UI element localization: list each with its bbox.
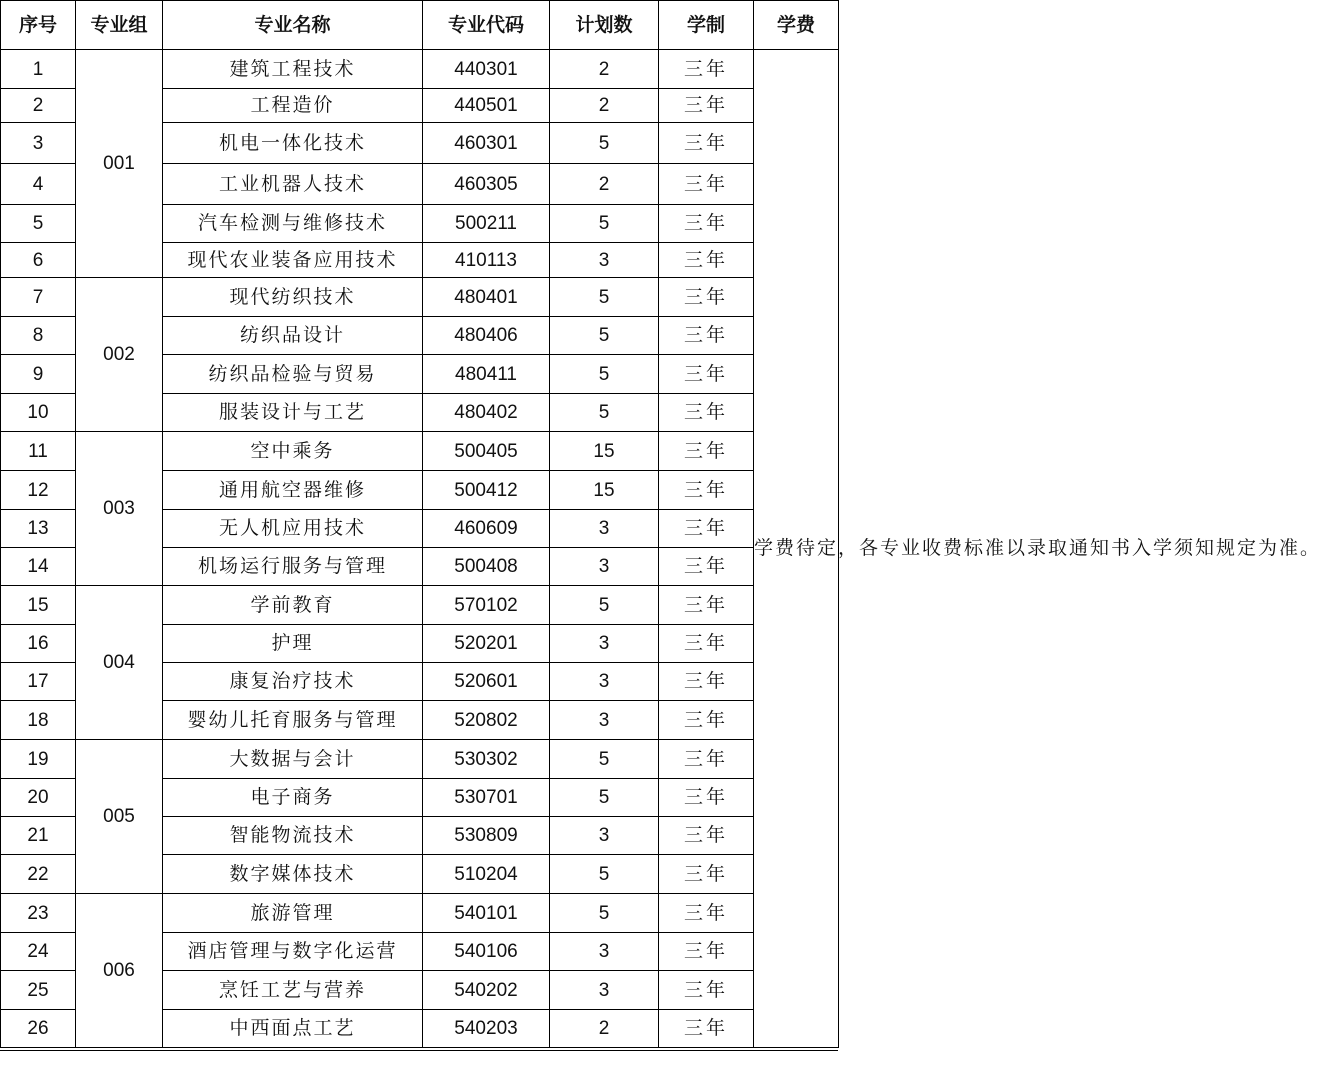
cell-code: 480411 xyxy=(423,355,550,394)
cell-system: 三年 xyxy=(659,205,754,243)
cell-code: 510204 xyxy=(423,855,550,894)
cell-name: 中西面点工艺 xyxy=(163,1010,423,1048)
cell-index: 4 xyxy=(1,164,76,205)
cell-plan: 3 xyxy=(550,663,659,701)
cell-name: 智能物流技术 xyxy=(163,817,423,855)
cell-system: 三年 xyxy=(659,471,754,510)
cell-name: 机场运行服务与管理 xyxy=(163,548,423,586)
cell-plan: 5 xyxy=(550,779,659,817)
cell-name: 酒店管理与数字化运营 xyxy=(163,933,423,971)
cell-index: 11 xyxy=(1,432,76,471)
cell-code: 520601 xyxy=(423,663,550,701)
cell-name: 纺织品设计 xyxy=(163,317,423,355)
cell-plan: 5 xyxy=(550,855,659,894)
cell-system: 三年 xyxy=(659,586,754,625)
cell-index: 17 xyxy=(1,663,76,701)
cell-index: 10 xyxy=(1,394,76,432)
cell-plan: 5 xyxy=(550,586,659,625)
cell-code: 500211 xyxy=(423,205,550,243)
cell-code: 520201 xyxy=(423,625,550,663)
cell-name: 通用航空器维修 xyxy=(163,471,423,510)
cell-system: 三年 xyxy=(659,779,754,817)
header-index: 序号 xyxy=(1,1,76,50)
cell-code: 500412 xyxy=(423,471,550,510)
header-code: 专业代码 xyxy=(423,1,550,50)
table-row xyxy=(1,894,839,933)
cell-plan: 5 xyxy=(550,123,659,164)
cell-name: 服装设计与工艺 xyxy=(163,394,423,432)
cell-name: 康复治疗技术 xyxy=(163,663,423,701)
cell-index: 1 xyxy=(1,50,76,89)
cell-index: 16 xyxy=(1,625,76,663)
cell-plan: 2 xyxy=(550,89,659,123)
cell-plan: 3 xyxy=(550,625,659,663)
cell-group: 002 xyxy=(76,278,163,432)
cell-plan: 5 xyxy=(550,740,659,779)
cell-system: 三年 xyxy=(659,1010,754,1048)
cell-name: 现代农业装备应用技术 xyxy=(163,243,423,278)
cell-system: 三年 xyxy=(659,510,754,548)
cell-name: 工业机器人技术 xyxy=(163,164,423,205)
cell-system: 三年 xyxy=(659,432,754,471)
table-row xyxy=(1,50,839,89)
cell-system: 三年 xyxy=(659,663,754,701)
cell-index: 13 xyxy=(1,510,76,548)
cell-code: 480406 xyxy=(423,317,550,355)
cell-plan: 5 xyxy=(550,394,659,432)
cell-system: 三年 xyxy=(659,548,754,586)
cell-index: 2 xyxy=(1,89,76,123)
cell-plan: 2 xyxy=(550,164,659,205)
cell-system: 三年 xyxy=(659,243,754,278)
cell-index: 7 xyxy=(1,278,76,317)
cell-index: 9 xyxy=(1,355,76,394)
cell-code: 480402 xyxy=(423,394,550,432)
cell-system: 三年 xyxy=(659,817,754,855)
cell-code: 570102 xyxy=(423,586,550,625)
cell-group: 006 xyxy=(76,894,163,1048)
cell-system: 三年 xyxy=(659,50,754,89)
cell-fee-note: 学费待定，各专业收费标准以录取通知书入学须知规定为准。 xyxy=(754,50,839,1048)
cell-plan: 5 xyxy=(550,278,659,317)
cell-code: 530809 xyxy=(423,817,550,855)
cell-index: 14 xyxy=(1,548,76,586)
cell-plan: 3 xyxy=(550,701,659,740)
cell-system: 三年 xyxy=(659,355,754,394)
cell-code: 460305 xyxy=(423,164,550,205)
cell-name: 电子商务 xyxy=(163,779,423,817)
cell-plan: 15 xyxy=(550,432,659,471)
table-row xyxy=(1,740,839,779)
table-row xyxy=(1,586,839,625)
cell-name: 学前教育 xyxy=(163,586,423,625)
cell-code: 410113 xyxy=(423,243,550,278)
cell-index: 6 xyxy=(1,243,76,278)
cell-system: 三年 xyxy=(659,164,754,205)
cell-index: 5 xyxy=(1,205,76,243)
cell-code: 540106 xyxy=(423,933,550,971)
cell-system: 三年 xyxy=(659,317,754,355)
cell-plan: 5 xyxy=(550,355,659,394)
table-row xyxy=(1,278,839,317)
cell-index: 24 xyxy=(1,933,76,971)
header-group: 专业组 xyxy=(76,1,163,50)
cell-plan: 3 xyxy=(550,548,659,586)
cell-name: 机电一体化技术 xyxy=(163,123,423,164)
cell-plan: 3 xyxy=(550,243,659,278)
cell-index: 20 xyxy=(1,779,76,817)
cell-code: 440501 xyxy=(423,89,550,123)
cell-system: 三年 xyxy=(659,971,754,1010)
cell-plan: 5 xyxy=(550,317,659,355)
cell-plan: 3 xyxy=(550,933,659,971)
cell-system: 三年 xyxy=(659,933,754,971)
table-body xyxy=(1,50,1321,1048)
cell-code: 460609 xyxy=(423,510,550,548)
cell-name: 旅游管理 xyxy=(163,894,423,933)
bottom-rule xyxy=(0,1050,838,1051)
cell-name: 烹饪工艺与营养 xyxy=(163,971,423,1010)
cell-code: 530701 xyxy=(423,779,550,817)
cell-code: 540101 xyxy=(423,894,550,933)
cell-plan: 3 xyxy=(550,510,659,548)
cell-index: 3 xyxy=(1,123,76,164)
cell-code: 530302 xyxy=(423,740,550,779)
cell-index: 8 xyxy=(1,317,76,355)
cell-code: 480401 xyxy=(423,278,550,317)
cell-system: 三年 xyxy=(659,625,754,663)
cell-code: 540203 xyxy=(423,1010,550,1048)
cell-index: 18 xyxy=(1,701,76,740)
cell-index: 12 xyxy=(1,471,76,510)
table-row xyxy=(1,432,839,471)
cell-plan: 2 xyxy=(550,1010,659,1048)
cell-group: 004 xyxy=(76,586,163,740)
cell-code: 540202 xyxy=(423,971,550,1010)
cell-name: 工程造价 xyxy=(163,89,423,123)
cell-system: 三年 xyxy=(659,855,754,894)
cell-plan: 5 xyxy=(550,205,659,243)
cell-name: 空中乘务 xyxy=(163,432,423,471)
header-row xyxy=(1,1,839,50)
cell-name: 婴幼儿托育服务与管理 xyxy=(163,701,423,740)
cell-group: 001 xyxy=(76,50,163,278)
cell-system: 三年 xyxy=(659,123,754,164)
cell-index: 19 xyxy=(1,740,76,779)
cell-name: 现代纺织技术 xyxy=(163,278,423,317)
cell-index: 23 xyxy=(1,894,76,933)
header-name: 专业名称 xyxy=(163,1,423,50)
cell-system: 三年 xyxy=(659,701,754,740)
cell-name: 汽车检测与维修技术 xyxy=(163,205,423,243)
cell-system: 三年 xyxy=(659,89,754,123)
cell-plan: 3 xyxy=(550,971,659,1010)
cell-name: 纺织品检验与贸易 xyxy=(163,355,423,394)
cell-index: 22 xyxy=(1,855,76,894)
cell-group: 003 xyxy=(76,432,163,586)
cell-code: 440301 xyxy=(423,50,550,89)
cell-name: 建筑工程技术 xyxy=(163,50,423,89)
cell-plan: 3 xyxy=(550,817,659,855)
header-plan: 计划数 xyxy=(550,1,659,50)
cell-name: 无人机应用技术 xyxy=(163,510,423,548)
cell-index: 21 xyxy=(1,817,76,855)
cell-code: 460301 xyxy=(423,123,550,164)
cell-index: 25 xyxy=(1,971,76,1010)
header-fee: 学费 xyxy=(754,1,839,50)
cell-name: 护理 xyxy=(163,625,423,663)
cell-index: 15 xyxy=(1,586,76,625)
cell-system: 三年 xyxy=(659,740,754,779)
cell-code: 500408 xyxy=(423,548,550,586)
cell-code: 520802 xyxy=(423,701,550,740)
cell-system: 三年 xyxy=(659,278,754,317)
cell-index: 26 xyxy=(1,1010,76,1048)
cell-plan: 2 xyxy=(550,50,659,89)
header-system: 学制 xyxy=(659,1,754,50)
cell-plan: 5 xyxy=(550,894,659,933)
cell-name: 大数据与会计 xyxy=(163,740,423,779)
cell-system: 三年 xyxy=(659,394,754,432)
cell-system: 三年 xyxy=(659,894,754,933)
cell-group: 005 xyxy=(76,740,163,894)
cell-plan: 15 xyxy=(550,471,659,510)
cell-name: 数字媒体技术 xyxy=(163,855,423,894)
cell-code: 500405 xyxy=(423,432,550,471)
